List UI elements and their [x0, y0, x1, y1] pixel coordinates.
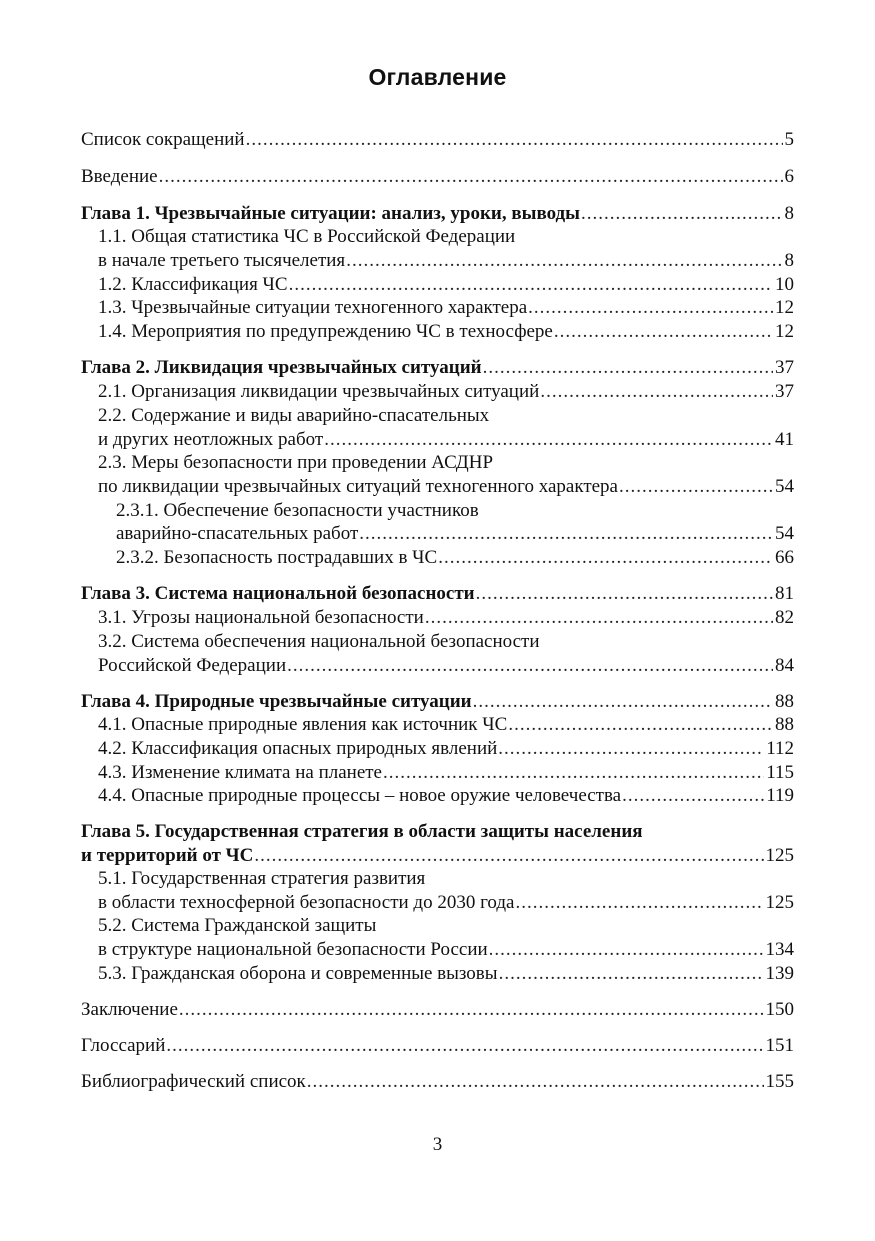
- toc-entry-page: 84: [775, 655, 794, 676]
- toc-entry-text: 3.2. Система обеспечения национальной безопасности: [98, 631, 540, 652]
- toc-entry[interactable]: [98, 475, 794, 499]
- toc-entry-page: 12: [775, 297, 794, 318]
- toc-entry-text: в структуре национальной безопасности России: [98, 939, 488, 960]
- toc-entry-text: в начале третьего тысячелетия: [98, 250, 346, 271]
- toc-entry-page: 155: [765, 1071, 794, 1092]
- toc-entry-text: и других неотложных работ: [98, 429, 324, 450]
- toc-entry[interactable]: [81, 128, 794, 152]
- toc-entry-text: Глава 3. Система национальной безопасности: [81, 583, 475, 604]
- toc-entry-text: 1.2. Классификация ЧС: [98, 274, 288, 295]
- toc-entry[interactable]: [81, 998, 794, 1022]
- toc-entry[interactable]: [98, 273, 794, 297]
- toc-entry[interactable]: [98, 962, 794, 986]
- toc-entry[interactable]: [116, 522, 794, 546]
- toc-entry-text: аварийно-спасательных работ: [116, 523, 359, 544]
- toc-entry-text: Введение: [81, 166, 158, 187]
- toc-entry-text: Библиографический список: [81, 1071, 306, 1092]
- toc-entry-page: 88: [775, 691, 794, 712]
- toc-entry[interactable]: [98, 606, 794, 630]
- toc-entry-text: в области техносферной безопасности до 2030 года: [98, 892, 515, 913]
- toc-entry-text: по ликвидации чрезвычайных ситуаций техногенного характера: [98, 476, 618, 497]
- toc-entry-text: Глава 5. Государственная стратегия в области защиты населения: [81, 821, 643, 842]
- toc-entry-text: Глава 4. Природные чрезвычайные ситуации: [81, 691, 472, 712]
- toc-entry[interactable]: [98, 380, 794, 404]
- toc-entry-page: 54: [775, 476, 794, 497]
- toc-entry[interactable]: [98, 713, 794, 737]
- toc-entry-text: Российской Федерации: [98, 655, 287, 676]
- toc-entry[interactable]: [98, 784, 794, 808]
- toc-entry-text: 2.3.2. Безопасность пострадавших в ЧС: [116, 547, 438, 568]
- toc-entry-page: 54: [775, 523, 794, 544]
- toc-entry-page: 139: [765, 963, 794, 984]
- toc-entry-page: 88: [775, 714, 794, 735]
- toc-entry[interactable]: [98, 404, 489, 428]
- toc-entry[interactable]: [98, 891, 794, 915]
- toc-entry-text: Заключение: [81, 999, 178, 1020]
- toc-chapter-entry[interactable]: [81, 844, 794, 868]
- toc-entry-text: 2.2. Содержание и виды аварийно-спасательных: [98, 405, 490, 426]
- toc-entry[interactable]: [98, 225, 515, 249]
- toc-entry-page: 151: [765, 1035, 794, 1056]
- toc-entry-page: 10: [775, 274, 794, 295]
- toc-entry[interactable]: [98, 761, 794, 785]
- toc-entry[interactable]: [98, 737, 794, 761]
- toc-entry-text: 5.3. Гражданская оборона и современные вызовы: [98, 963, 498, 984]
- toc-entry-page: 134: [765, 939, 794, 960]
- toc-entry[interactable]: [98, 428, 794, 452]
- toc-entry-text: и территорий от ЧС: [81, 845, 254, 866]
- toc-entry-page: 6: [784, 166, 794, 187]
- toc-entry[interactable]: [116, 546, 794, 570]
- toc-chapter-entry[interactable]: [81, 582, 794, 606]
- toc-chapter-entry[interactable]: [81, 690, 794, 714]
- toc-entry[interactable]: [81, 1070, 794, 1094]
- toc-entry[interactable]: [81, 1034, 794, 1058]
- toc-entry-page: 66: [775, 547, 794, 568]
- toc-entry-page: 112: [766, 738, 794, 759]
- toc-entry[interactable]: [98, 867, 425, 891]
- toc-entry-page: 37: [775, 357, 794, 378]
- page-title: Оглавление: [368, 64, 507, 90]
- toc-entry-text: 4.2. Классификация опасных природных явлений: [98, 738, 498, 759]
- toc-entry-text: 2.3.1. Обеспечение безопасности участников: [116, 500, 479, 521]
- toc-entry-page: 8: [784, 203, 794, 224]
- toc-entry-text: 1.1. Общая статистика ЧС в Российской Федерации: [98, 226, 516, 247]
- toc-entry-page: 5: [784, 129, 794, 150]
- toc-entry-page: 81: [775, 583, 794, 604]
- page-number: 3: [432, 1134, 443, 1155]
- toc-entry-text: 5.1. Государственная стратегия развития: [98, 868, 426, 889]
- toc-entry-text: 4.1. Опасные природные явления как источник ЧС: [98, 714, 508, 735]
- toc-entry-page: 115: [766, 762, 794, 783]
- toc-entry-page: 125: [765, 892, 794, 913]
- toc-entry[interactable]: [98, 451, 493, 475]
- toc-entry[interactable]: [98, 320, 794, 344]
- toc-entry-text: 5.2. Система Гражданской защиты: [98, 915, 377, 936]
- toc-entry[interactable]: [98, 654, 794, 678]
- toc-chapter-entry[interactable]: [81, 820, 643, 844]
- toc-entry-text: 4.4. Опасные природные процессы – новое оружие человечества: [98, 785, 622, 806]
- toc-entry-page: 119: [766, 785, 794, 806]
- toc-entry-text: Список сокращений: [81, 129, 245, 150]
- toc-entry-page: 12: [775, 321, 794, 342]
- toc-entry-text: 2.3. Меры безопасности при проведении АСДНР: [98, 452, 494, 473]
- toc-entry-text: 3.1. Угрозы национальной безопасности: [98, 607, 424, 628]
- toc-entry-page: 8: [784, 250, 794, 271]
- toc-entry-page: 150: [765, 999, 794, 1020]
- toc-entry-text: Глава 2. Ликвидация чрезвычайных ситуаций: [81, 357, 482, 378]
- toc-entry-text: 1.3. Чрезвычайные ситуации техногенного характера: [98, 297, 528, 318]
- toc-entry-text: Глоссарий: [81, 1035, 166, 1056]
- toc-entry[interactable]: [116, 499, 479, 523]
- toc-chapter-entry[interactable]: [81, 356, 794, 380]
- toc-entry[interactable]: [98, 249, 794, 273]
- toc-entry[interactable]: [98, 296, 794, 320]
- toc-entry-page: 41: [775, 429, 794, 450]
- toc-entry-page: 125: [765, 845, 794, 866]
- toc-entry-page: 82: [775, 607, 794, 628]
- toc-entry-text: 2.1. Организация ликвидации чрезвычайных ситуаций: [98, 381, 540, 402]
- toc-entry[interactable]: [98, 914, 376, 938]
- toc-entry-text: Глава 1. Чрезвычайные ситуации: анализ, уроки, выводы: [81, 203, 580, 224]
- toc-entry[interactable]: [98, 938, 794, 962]
- toc-entry-page: 37: [775, 381, 794, 402]
- toc-entry-text: 1.4. Мероприятия по предупреждению ЧС в техносфере: [98, 321, 553, 342]
- toc-entry[interactable]: [81, 165, 794, 189]
- toc-chapter-entry[interactable]: [81, 202, 794, 226]
- toc-entry-text: 4.3. Изменение климата на планете: [98, 762, 382, 783]
- toc-entry[interactable]: [98, 630, 540, 654]
